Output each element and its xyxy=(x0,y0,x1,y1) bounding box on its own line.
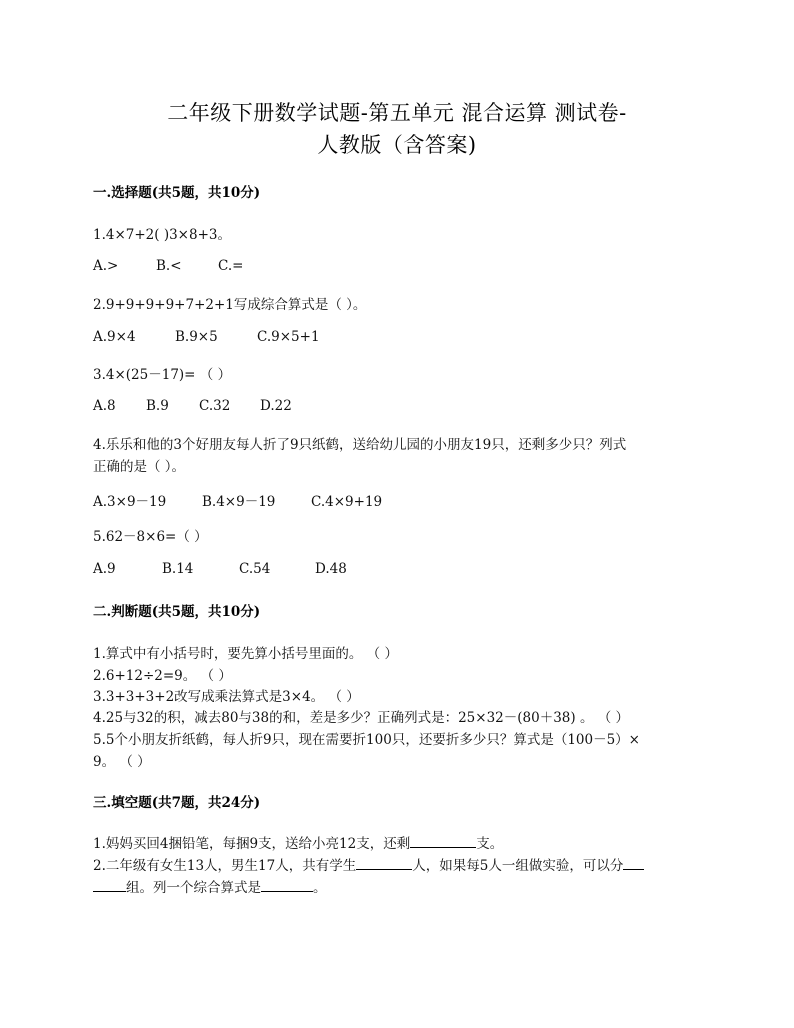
s2-question-3: 3.3+3+3+2改写成乘法算式是3×4。 （ ） xyxy=(93,689,360,705)
page-title-line1: 二年级下册数学试题-第五单元 混合运算 测试卷- xyxy=(167,101,627,125)
option-c: C.32 xyxy=(199,398,231,414)
s2-question-2: 2.6+12÷2=9。 （ ） xyxy=(93,668,232,684)
s3-q2-text-part4: 。 xyxy=(313,880,327,896)
s1-q5-options xyxy=(93,561,347,577)
s1-question-4-line1: 4.乐乐和他的3个好朋友每人折了9只纸鹤，送给幼儿园的小朋友19只，还剩多少只？列式 xyxy=(93,437,627,453)
option-a: A.9×4 xyxy=(93,329,136,345)
s3-q1-text: 1.妈妈买回4捆铅笔，每捆9支，送给小亮12支，还剩 xyxy=(93,836,411,852)
s1-q4-options xyxy=(93,490,382,510)
option-d: D.48 xyxy=(315,561,347,577)
s3-q2-text-part2: 人，如果每5人一组做实验，可以分 xyxy=(412,858,624,874)
s1-q2-options xyxy=(93,329,320,345)
s3-q2-text-part1: 2.二年级有女生13人，男生17人，共有学生 xyxy=(93,858,357,874)
option-a: A.8 xyxy=(93,398,116,414)
answer-blank[interactable] xyxy=(410,834,476,848)
section1-heading: 一.选择题(共5题，共10分) xyxy=(93,185,261,201)
s3-question-2-line1 xyxy=(93,854,644,874)
s1-question-4-line2: 正确的是（ ）。 xyxy=(93,459,186,475)
option-b: B.9 xyxy=(146,398,169,414)
section3-heading: 三.填空题(共7题，共24分) xyxy=(93,795,261,811)
option-b: B.4×9－19 xyxy=(202,494,276,510)
option-d: D.22 xyxy=(260,398,292,414)
s1-question-3: 3.4×(25－17)= （ ） xyxy=(93,367,232,383)
option-b: B.9×5 xyxy=(175,329,218,345)
answer-blank[interactable] xyxy=(623,856,644,870)
s2-question-5-line2: 9。 （ ） xyxy=(93,754,151,770)
answer-blank[interactable] xyxy=(93,878,126,892)
page-title-line2: 人教版（含答案) xyxy=(317,133,477,157)
answer-blank[interactable] xyxy=(261,878,313,892)
s3-q2-text-part3: 组。列一个综合算式是 xyxy=(126,880,261,896)
s1-question-5: 5.62－8×6=（ ） xyxy=(93,529,208,545)
answer-blank[interactable] xyxy=(356,856,412,870)
s2-question-1: 1.算式中有小括号时，要先算小括号里面的。 （ ） xyxy=(93,646,398,662)
s1-question-1: 1.4×7+2( )3×8+3。 xyxy=(93,227,231,243)
s3-question-2-line2 xyxy=(93,876,327,896)
option-b: B.14 xyxy=(162,561,194,577)
s3-q1-text-end: 支。 xyxy=(476,836,504,852)
s2-question-4: 4.25与32的积，减去80与38的和，差是多少？正确列式是：25×32－(80＋38) 。 （ ） xyxy=(93,710,630,726)
option-a: A.> xyxy=(93,258,119,274)
option-a: A.3×9－19 xyxy=(93,494,167,510)
option-a: A.9 xyxy=(93,561,116,577)
option-c: C.54 xyxy=(239,561,271,577)
s3-question-1 xyxy=(93,832,503,852)
option-c: C.= xyxy=(218,258,244,274)
option-c: C.4×9+19 xyxy=(311,494,383,510)
section2-heading: 二.判断题(共5题，共10分) xyxy=(93,604,261,620)
s1-question-2: 2.9+9+9+9+7+2+1写成综合算式是（ ）。 xyxy=(93,297,367,313)
option-b: B.< xyxy=(156,258,182,274)
s1-q3-options xyxy=(93,398,292,414)
s2-question-5-line1: 5.5个小朋友折纸鹤，每人折9只，现在需要折100只，还要折多少只？算式是（100－5）× xyxy=(93,732,640,748)
s1-q1-options xyxy=(93,258,243,274)
option-c: C.9×5+1 xyxy=(257,329,320,345)
